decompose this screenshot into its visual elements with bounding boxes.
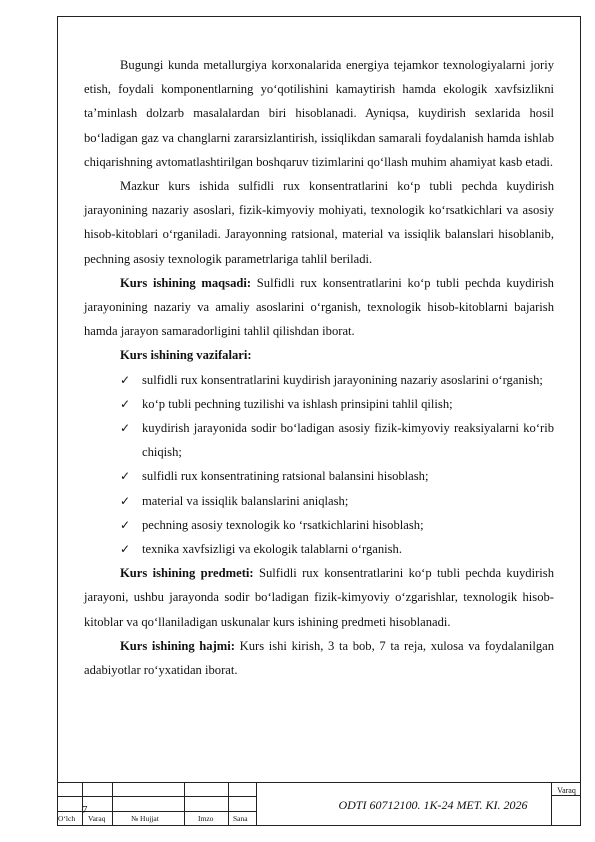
title-block (57, 782, 581, 826)
aim-label: Kurs ishining maqsadi: (120, 275, 252, 290)
col-hujjat-label: № Hujjat (131, 814, 159, 823)
subject-paragraph (84, 561, 554, 634)
checkmark-icon: ✓ (120, 493, 131, 508)
volume-paragraph (84, 634, 554, 682)
title-block-top-line (57, 782, 581, 783)
title-block-row-line (57, 796, 256, 797)
col-sana-label: Sana (233, 814, 248, 823)
varaq-cell-line (551, 795, 581, 796)
document-code: ODTI 60712100. 1K-24 MET. KI. 2026 (338, 798, 528, 812)
varaq-label: Varaq (557, 786, 576, 795)
checkmark-icon: ✓ (120, 542, 131, 557)
checkmark-icon: ✓ (120, 421, 131, 436)
list-item (120, 513, 554, 537)
checkmark-icon: ✓ (120, 469, 131, 484)
subject-label: Kurs ishining predmeti: (120, 566, 254, 581)
aim-text: Sulfidli rux konsentratlarini ko‘p tubli pechda kuydirish jarayonining nazariy va amaliy asoslarini o‘rganish, texnologik hisob-kitoblarni bajarish hamda jarayon samaradorligini tahlil qilishdan iborat. (84, 275, 554, 339)
tasks-heading: Kurs ishining vazifalari: (120, 348, 252, 363)
list-item (120, 416, 554, 464)
list-item (120, 464, 554, 488)
col-imzo-label: Imzo (198, 814, 214, 823)
task-text: pechning asosiy texnologik ko ‘rsatkichlarini hisoblash; (142, 517, 424, 532)
task-text: sulfidli rux konsentratlarini kuydirish jarayonining nazariy asoslarini o‘rganish; (142, 372, 543, 387)
title-block-col-line (256, 782, 257, 826)
title-block-col-line (184, 782, 185, 826)
list-item (120, 489, 554, 513)
tasks-list (84, 368, 554, 562)
checkmark-icon: ✓ (120, 396, 131, 411)
list-item (120, 392, 554, 416)
title-block-col-line (228, 782, 229, 826)
task-text: texnika xavfsizligi va ekologik talablarni o‘rganish. (142, 542, 402, 557)
aim-paragraph (84, 271, 554, 344)
volume-text: Kurs ishi kirish, 3 ta bob, 7 ta reja, xulosa va foydalanilgan adabiyotlar ro‘yxatidan iborat. (84, 638, 554, 678)
task-text: material va issiqlik balanslarini aniqlash; (142, 493, 349, 508)
task-text: sulfidli rux konsentratining ratsional balansini hisoblash; (142, 469, 429, 484)
intro-paragraph: Bugungi kunda metallurgiya korxonalarida energiya tejamkor texnologiyalarni joriy etish, foydali komponentlarning yo‘qotilishini kamaytirish hamda ekologik xavfsizlikni ta’minlash dolzarb masalalardan biri hisoblanadi. Ayniqsa, kuydirish sexlarida hosil bo‘ladigan gaz va changlarni zararsizlantirish, issiqlikdan samarali foydalanish hamda ishlab chiqarishning avtomatlashtirilgan boshqaruv tizimlarini qo‘llash muhim ahamiyat kasb etadi. (84, 58, 554, 169)
col-varaq-label: Varaq (88, 814, 106, 823)
checkmark-icon: ✓ (120, 517, 131, 532)
col-olch-label: O‘lch (58, 814, 76, 823)
page-number: 7 (82, 804, 88, 816)
volume-label: Kurs ishining hajmi: (120, 638, 235, 653)
task-text: kuydirish jarayonida sodir bo‘ladigan asosiy fizik-kimyoviy reaksiyalarni ko‘rib chiqish; (142, 421, 554, 460)
title-block-col-line (112, 782, 113, 826)
checkmark-icon: ✓ (120, 372, 131, 387)
list-item (120, 368, 554, 392)
subject-text: Sulfidli rux konsentratlarini ko‘p tubli pechda kuydirish jarayoni, ushbu jarayonda sodir bo‘ladigan fizik-kimyoviy o‘zgarishlar, texnologik hisob-kitoblar va qo‘llaniladigan uskunalar kurs ishining predmeti hisoblanadi. (84, 566, 554, 629)
task-text: ko‘p tubli pechning tuzilishi va ishlash prinsipini tahlil qilish; (142, 396, 453, 411)
document-body (84, 53, 554, 682)
list-item (120, 537, 554, 561)
scope-paragraph: Mazkur kurs ishida sulfidli rux konsentratlarini ko‘p tubli pechda kuydirish jarayonining nazariy asoslari, fizik-kimyoviy mohiyati, texnologik ko‘rsatkichlari va asosiy hisob-kitoblari o‘rganiladi. Jarayonning ratsional, material va issiqlik balanslari hisoblanib, pechning asosiy texnologik parametrlariga tahlil beriladi. (84, 179, 554, 266)
